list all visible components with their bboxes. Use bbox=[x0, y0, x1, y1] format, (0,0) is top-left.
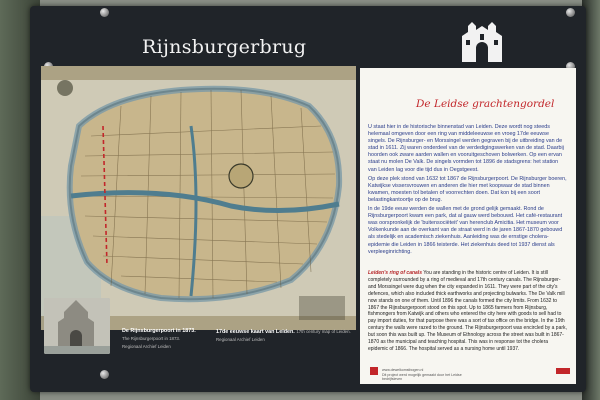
map-drawing bbox=[41, 66, 356, 330]
map-caption-en: 17th century map of Leiden. bbox=[296, 329, 351, 334]
panel-heading: De Leidse grachtengordel bbox=[416, 98, 555, 110]
bolt-icon bbox=[100, 370, 109, 379]
dutch-paragraph: U staat hier in de historische binnenstad van Leiden. Deze wordt nog steeds helemaal omgeven door een ring van middeleeuwse en vroeg 17de eeuwse singels. De Rijnsburger- en Morssingel werden gegraven bij de uitbreiding van de stad in 1611. Zij waren onderdeel van de verdedigingswerken van de stad. Daarbij hoorden ook zware aarden wallen en vooruitgeschoven bolwerken. Op een ervan staat nu molen De Valk. De singels vormden tot 1896 de stadsgrens: het station van Leiden lag voor die tijd dus in Oegstgeest. bbox=[368, 124, 564, 173]
historic-city-map bbox=[41, 66, 356, 330]
photo-caption bbox=[122, 328, 212, 351]
photo-caption-nl: De Rijnsburgerpoort in 1873. bbox=[122, 328, 196, 334]
leiden-logo-icon bbox=[556, 368, 570, 374]
photo-caption-source: Regionaal Archief Leiden bbox=[122, 344, 171, 349]
map-caption bbox=[216, 328, 356, 344]
english-body: You are standing in the historic centre of Leiden. It is still completely surrounded by a ring of medieval and 17th century canals. The Rijnsburger- and Morssingel were dug when the city expanded in 1611. They were part of the city's defences, which also included thick earthworks and projecting bulwarks. The De Valk mill now stands on one of them. Until 1896 the canals formed the city limits. From 1632 to 1867 the Rijnsburgerpoort stood on this spot. Up to 1865 farmers from Rijnsburg, fishmongers from Katwijk and others who entered the city here with goods to sell had to pay import duties, for that purpose there was a sort of tax office on the bridge. In the 19th century the walls were razed to the ground. The Rijnsburgerpoort was encircled by a park, but soon this was built up. The Museum of Ethnology across the street was built in 1867-1870 as the municipal and teaching hospital. This was in response tot the cholera epidemic of 1866. The hospital served as a nursing home until 1937. bbox=[368, 270, 567, 352]
bolt-icon bbox=[100, 8, 109, 17]
bolt-icon bbox=[566, 8, 575, 17]
footer-note: Dit project werd mogelijk gemaakt door het Leidse bedrijfsleven bbox=[382, 372, 462, 381]
board-title: Rijnsburgerbrug bbox=[142, 36, 307, 58]
footer-url bbox=[382, 368, 462, 382]
text-panel bbox=[360, 68, 576, 384]
english-text bbox=[368, 270, 568, 353]
city-gate-icon bbox=[458, 16, 506, 64]
map-caption-nl: 17de eeuwse kaart van Leiden. bbox=[216, 329, 295, 335]
dutch-text bbox=[368, 124, 568, 258]
dutch-paragraph: In de 19de eeuw werden de wallen met de grond gelijk gemaakt. Rond de Rijnsburgerpoort kwam een park, dat al gauw werd bebouwd. Het café-restaurant was oorspronkelijk de 'buitensociëteit' van herenclub Amicitia. Het museum voor Volkenkunde aan de overkant van de straat werd in de jaren 1867-1870 gebouwd als stedelijk en academisch ziekenhuis. Aanleiding was de ernstige cholera-epidemie die Leiden in 1866 teisterde. Het ziekenhuis deed tot 1937 dienst als verpleeginrichting. bbox=[368, 206, 563, 255]
sponsor-logo-icon bbox=[370, 367, 378, 375]
dutch-paragraph: Op deze plek stond van 1632 tot 1867 de Rijnsburgerpoort. De Rijnsburger boeren, Katwijkse vissersvrouwen en anderen die hier met koopwaar de stad binnen kwamen, moesten tol betalen of voorrechten doen. Dat kon bij een soort belastingkantoortje op de brug. bbox=[368, 175, 567, 203]
english-heading: Leiden's ring of canals bbox=[368, 270, 422, 276]
info-board bbox=[30, 6, 586, 392]
gate-1873-photo bbox=[44, 298, 110, 354]
map-caption-source: Regionaal Archief Leiden bbox=[216, 337, 265, 342]
footer-url-text: www.dewelkomstbogen.nl bbox=[382, 368, 424, 372]
photo-caption-en: The Rijnsburgerpoort in 1873. bbox=[122, 336, 181, 341]
